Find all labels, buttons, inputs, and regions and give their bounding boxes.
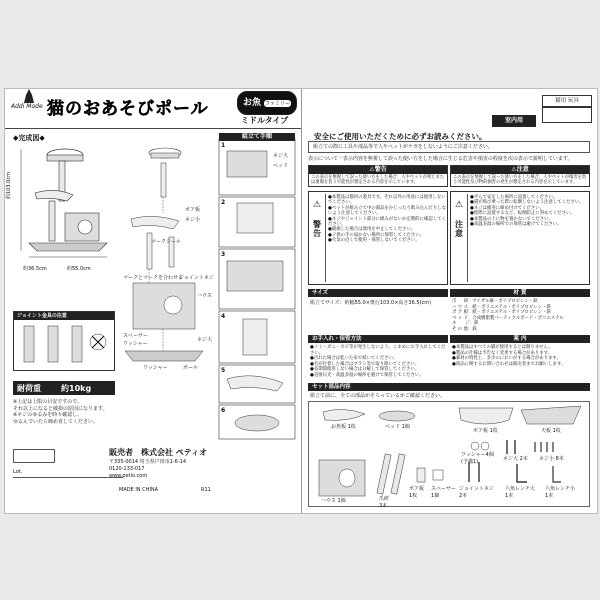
completed-label: ◆完成図◆	[13, 134, 45, 142]
caution-side-label: 注意	[455, 220, 463, 238]
warning-triangle-icon: ⚠	[369, 166, 375, 173]
part-name	[321, 498, 346, 505]
list-item: ●火気の近くで使用・保管しないでください。	[328, 238, 420, 244]
list-item: ●ペットが組み立て中の部品をかじったり飲み込んだりしないよう注意してください。	[328, 205, 446, 217]
caution-title	[451, 166, 589, 174]
list-item: ●ノミ・ダニ・カビ等が発生しないよう、こまめにお手入れしてください。	[310, 345, 446, 356]
part-name	[409, 486, 424, 499]
step-number: 1	[221, 142, 226, 149]
list-item: ●直射日光・高温多湿の場所を避けて保管してください。	[310, 372, 424, 378]
parts-intro: 組立て前に、全ての部品がそろっているかご確認ください。	[310, 393, 446, 399]
notice-header: 案 内	[450, 335, 590, 343]
tag-blank	[542, 107, 592, 123]
list-item: ●壁際に設置するなど、転倒防止に努めてください。	[470, 211, 575, 217]
divider	[5, 128, 301, 129]
list-item: ●本製品はすべての猫が使用するとは限りません。	[452, 345, 553, 350]
warning-def-text: この表示を無視して誤った使い方をした場合、人やペットが死亡または重傷を負う可能性が想定される内容を示しています。	[311, 175, 445, 185]
part-qty: 1枚	[489, 428, 498, 434]
part-label: マークシール	[151, 239, 181, 245]
part-name-text: 天板	[541, 428, 552, 434]
seller-company: 株式会社 ペティオ	[141, 448, 208, 457]
badge-fish-label: お魚	[243, 98, 262, 108]
part-label: ジョイントネジ	[179, 275, 214, 281]
seller-phone: 0120-133-017	[109, 466, 145, 472]
part-label: ネジ大	[197, 337, 213, 343]
size-text: 組立てサイズ：約幅55.0×奥行103.0×高さ36.5(cm)	[310, 300, 432, 306]
warning-side-label: 警告	[313, 220, 321, 238]
part-name	[473, 428, 498, 435]
lot-line	[13, 477, 123, 478]
list-item: ●本製品は猫用の遊具です。それ以外の用途には使用しないでください。	[328, 195, 446, 206]
indoor-tag: 室内用	[492, 115, 536, 127]
part-qty: 1枚	[552, 428, 561, 434]
part-qty: (予備1)	[461, 458, 479, 465]
list-item: ●汚れた場合は乾いた布で拭いてください。	[310, 356, 398, 362]
part-label: ポール	[183, 365, 198, 371]
part-name-text: スペーサー	[431, 486, 457, 492]
barcode-box	[13, 449, 55, 463]
cat-silhouette-icon	[19, 89, 39, 103]
assembly-area	[123, 133, 297, 441]
part-label: スペーサー	[123, 333, 149, 339]
joint-diagram	[18, 322, 112, 368]
joint-note-box	[13, 311, 115, 371]
load-notes	[13, 399, 117, 425]
list-item: ●破損した場合は使用を中止してください。	[328, 227, 416, 233]
usage-tag: 猫用 玩具	[542, 95, 592, 107]
brand-logo: Addi Mode	[11, 103, 43, 110]
part-qty: 8本	[555, 456, 564, 462]
part-qty: 2本	[519, 456, 528, 462]
part-name-text: ポア板	[409, 486, 425, 492]
note-line: それ以上になると破損の原因になります。	[13, 405, 108, 412]
warning-title	[309, 166, 447, 174]
load-label: 耐荷重	[17, 384, 41, 393]
caution-def-text: この表示を無視して誤った使い方をした場合、人やペットが傷害を負う可能性及び物的損害の発生が想定される内容を示しています。	[453, 175, 587, 185]
part-name-text: 爪研	[379, 496, 390, 502]
caution-side-icon: ⚠	[455, 200, 464, 210]
intro-text: 組立ての際に工具や部品等で人やペットがケガをしないようにご注意ください。	[313, 144, 493, 150]
part-label: マークとマークを合わせる	[123, 275, 184, 281]
parts-header: セット部品内容	[308, 383, 590, 391]
part-name	[503, 456, 528, 463]
caution-side	[453, 194, 468, 282]
materials-list	[452, 299, 590, 333]
part-name-text: ジョイントネジ	[459, 486, 494, 492]
part-qty: 1枚	[409, 492, 418, 499]
part-name	[379, 496, 389, 509]
part-qty: 1個	[431, 492, 440, 499]
list-item: ●長期間使用しない場合は分解して保管してください。	[310, 367, 420, 373]
note-line: ※ネジのゆるみを時々確認し、	[13, 412, 83, 418]
list-item: ●毛が付着した場合はブラシ等で取り除いてください。	[310, 361, 420, 367]
dim-depth: 約36.5cm	[23, 266, 47, 272]
part-name	[461, 452, 494, 465]
part-qty: 2本	[459, 492, 468, 499]
list-item: ●製品の仕様は予告なく変更する場合があります。	[452, 350, 553, 356]
part-label: ベッド	[273, 163, 289, 169]
display-text: 表示について一表示内容を無視して誤った使い方をした場合に生じる危害や損害の程度を次の表示で説明しています。	[308, 156, 573, 162]
part-name-text: ハウス	[321, 498, 336, 504]
part-name-text: 六角レンチ大	[505, 486, 535, 492]
caution-body	[450, 191, 590, 285]
care-list	[310, 345, 448, 379]
part-qty: 1枚	[347, 424, 356, 430]
list-item: ●子供の手の届かない場所に保管してください。	[328, 232, 425, 238]
part-label: ネジ大	[273, 153, 289, 159]
warning-body	[308, 191, 448, 285]
product-code: R11	[201, 487, 211, 493]
step-number: 3	[221, 251, 226, 258]
material-row: ポ ア 板：紙・ポリエステル・ポリプロピレン・鉄	[452, 310, 551, 316]
part-name-text: 六角レンチ小	[545, 486, 575, 492]
part-label: ポア板	[185, 207, 201, 213]
materials-header: 材 質	[450, 289, 590, 297]
list-item: ●高温多湿の場所での保管は避けてください。	[470, 222, 562, 228]
intro-line: 安全にご使用いただくために必ずお読みください。	[314, 132, 487, 141]
badge-family-label: ファミリー	[265, 101, 290, 107]
left-panel	[5, 89, 302, 513]
part-name	[541, 428, 561, 435]
caution-definition	[450, 165, 590, 187]
note-line: ゆるんでいたら締め直してください。	[13, 418, 99, 425]
part-name	[331, 424, 356, 431]
product-title: 猫のおあそびポール	[47, 99, 209, 119]
part-qty: 1本	[505, 492, 514, 499]
caution-items	[470, 195, 588, 227]
material-row: そ の 他：鉄	[452, 326, 477, 332]
warning-items	[328, 195, 446, 244]
material-row: ハ ウ ス：紙・ポリエステル・ポリプロピレン・鉄	[452, 304, 551, 310]
part-qty: 3本	[379, 502, 388, 509]
part-name-text: ベッド	[385, 424, 401, 430]
notice-list	[452, 345, 590, 367]
caution-triangle-icon: ⚠	[511, 166, 517, 173]
note-line: ※上記は上限の目安ですので、	[13, 399, 83, 405]
list-item: ●平らで安定した場所に設置してください。	[470, 195, 558, 200]
part-name-text: ワッシャー4個	[461, 452, 494, 458]
part-name-text: お魚板	[331, 424, 347, 430]
list-item: ●商品に関するお問い合わせは販売者までお願いします。	[452, 361, 566, 367]
step-number: 2	[221, 199, 226, 206]
list-item: ●素材の特性上、多少のにおいがする場合があります。	[452, 356, 561, 362]
size-header: サイズ	[308, 289, 448, 297]
warning-side-icon: ⚠	[313, 200, 322, 210]
instruction-sheet	[4, 88, 598, 514]
part-label: ワッシャー	[143, 365, 168, 371]
part-name-text: ネジ小	[539, 456, 555, 462]
material-row: 爪 研：サイザル麻・ポリプロピレン・鉄	[452, 299, 538, 304]
completed-illustration	[15, 143, 115, 265]
part-label: ネジ小	[185, 217, 201, 223]
part-qty: 1個	[401, 424, 410, 430]
list-item: ●本製品の上に物を置かないでください。	[470, 216, 553, 222]
assembly-steps-illustration	[123, 133, 297, 441]
step-number: 6	[221, 407, 226, 414]
part-name-text: ネジ大	[503, 456, 519, 462]
step-number: 5	[221, 367, 226, 374]
part-qty: 1本	[545, 492, 554, 499]
seller-website: www.petio.com	[109, 473, 148, 479]
family-badge	[237, 91, 297, 115]
assembly-header: 組立て手順	[219, 133, 295, 141]
step-number: 4	[221, 313, 226, 320]
made-in: MADE IN CHINA	[119, 487, 159, 493]
list-item: ●ネジやジョイント部分に緩みがないか定期的に確認してください。	[328, 216, 446, 228]
part-name	[459, 486, 494, 499]
list-item: ●猫が飛び乗った際に転倒しないよう注意してください。	[470, 200, 584, 206]
dim-width: 約55.0cm	[67, 266, 91, 272]
right-panel	[302, 89, 597, 513]
part-name-text: ポア板	[473, 428, 489, 434]
seller-address: 〒335-0014 埼玉県戸田市1-6-14	[109, 459, 186, 465]
load-capacity	[13, 381, 115, 395]
care-header: お手入れ・保管方法	[308, 335, 448, 343]
material-row: ベ ッ ド：合成樹脂製パーティクルボード・ポリエステル	[452, 315, 564, 321]
seller-label: 販売者	[109, 448, 133, 457]
part-label: ワッシャー	[123, 341, 148, 347]
parts-box	[308, 401, 590, 507]
part-name	[431, 486, 456, 499]
part-name	[505, 486, 535, 499]
warning-side	[311, 194, 326, 282]
list-item: ●ネジは確実に締め付けてください。	[470, 205, 545, 211]
material-row: ネ ジ：鉄	[452, 321, 479, 327]
load-value: 約10kg	[61, 384, 92, 393]
part-name	[539, 456, 564, 463]
intro-box	[308, 141, 590, 153]
part-label: ハウス	[197, 293, 212, 299]
badge-type: ミドルタイプ	[241, 116, 289, 125]
warning-title-text: 警告	[374, 166, 387, 173]
part-qty: 1個	[337, 498, 346, 504]
joint-note-title: ジョイント金具の注意	[14, 312, 114, 320]
dim-height: 約103.0cm	[6, 172, 12, 199]
part-name	[385, 424, 410, 431]
caution-title-text: 注意	[516, 166, 529, 173]
lot-label: Lot.	[13, 469, 23, 475]
warning-definition	[308, 165, 448, 187]
part-name	[545, 486, 575, 499]
